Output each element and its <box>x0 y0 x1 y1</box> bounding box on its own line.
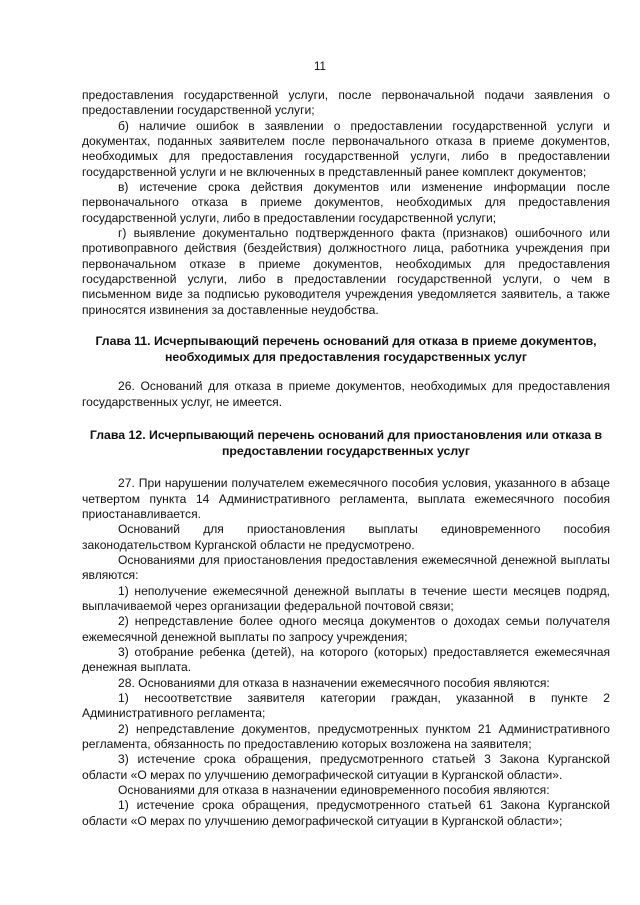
document-body <box>82 88 610 829</box>
paragraph: Основаниями для приостановления предоставления ежемесячной денежной выплаты являются: <box>82 552 610 583</box>
list-item: 3) истечение срока обращения, предусмотренного статьей 3 Закона Курганской области «О мерах по улучшению демографической ситуации в Курганской области». <box>82 752 610 782</box>
paragraph: предоставления государственной услуги, после первоначальной подачи заявления о предоставлении государственной услуги; <box>82 88 610 118</box>
list-item: 2) непредставление документов, предусмотренных пунктом 21 Административного регламента, обязанность по предоставлению которых возложена на заявителя; <box>82 721 610 752</box>
paragraph: Основаниями для отказа в назначении единовременного пособия являются: <box>118 783 550 798</box>
page-number: 11 <box>314 61 326 73</box>
list-item: 1) неполучение ежемесячной денежной выплаты в течение шести месяцев подряд, выплачиваемой через организации федеральной почтовой связи; <box>82 583 610 613</box>
paragraph-28: 28. Основаниями для отказа в назначении ежемесячного пособия являются: <box>118 675 550 690</box>
paragraph: Оснований для приостановления выплаты единовременного пособия законодательством Курганской области не предусмотрено. <box>82 522 610 552</box>
list-item-b: б) наличие ошибок в заявлении о предоставлении государственной услуги и документах, поданных заявителем после первоначального отказа в приеме документов, необходимых для предоставления государственной услуги, либо в предоставлении государственной услуги и не включенных в представленный ранее комплект документов; <box>82 118 610 179</box>
chapter-11-paragraph: 26. Оснований для отказа в приеме документов, необходимых для предоставления государственных услуг, не имеется. <box>82 379 610 409</box>
chapter-11-heading: Глава 11. Исчерпывающий перечень оснований для отказа в приеме документов, необходимых для предоставления государственных услуг <box>95 334 597 364</box>
paragraph-27: 27. При нарушении получателем ежемесячного пособия условия, указанного в абзаце четвертом пункта 14 Административного регламента, выплата ежемесячного пособия приостанавливается. <box>82 476 610 521</box>
list-item-g: г) выявление документально подтвержденного факта (признаков) ошибочного или противоправного действия (бездействия) должностного лица, работника учреждения при первоначальном отказе в приеме документов, необходимых для предоставления государственной услуги, либо в предоставлении государственной услуги, о чем в письменном виде за подписью руководителя учреждения уведомляется заявитель, а также приносятся извинения за доставленные неудобства. <box>82 226 610 317</box>
list-item: 1) несоответствие заявителя категории граждан, указанной в пункте 2 Административного регламента; <box>82 691 610 721</box>
list-item: 2) непредставление более одного месяца документов о доходах семьи получателя ежемесячной денежной выплаты по запросу учреждения; <box>82 614 610 644</box>
list-item: 3) отобрание ребенка (детей), на которого (которых) предоставляется ежемесячная денежная выплата. <box>82 645 610 675</box>
list-item: 1) истечение срока обращения, предусмотренного статьей 61 Закона Курганской области «О мерах по улучшению демографической ситуации в Курганской области»; <box>82 798 610 828</box>
chapter-12-heading: Глава 12. Исчерпывающий перечень оснований для приостановления или отказа в предоставлении государственных услуг <box>89 428 603 458</box>
list-item-v: в) истечение срока действия документов или изменение информации после первоначального отказа в приеме документов, необходимых для предоставления государственной услуги, либо в предоставлении государственной услуги; <box>82 180 610 225</box>
